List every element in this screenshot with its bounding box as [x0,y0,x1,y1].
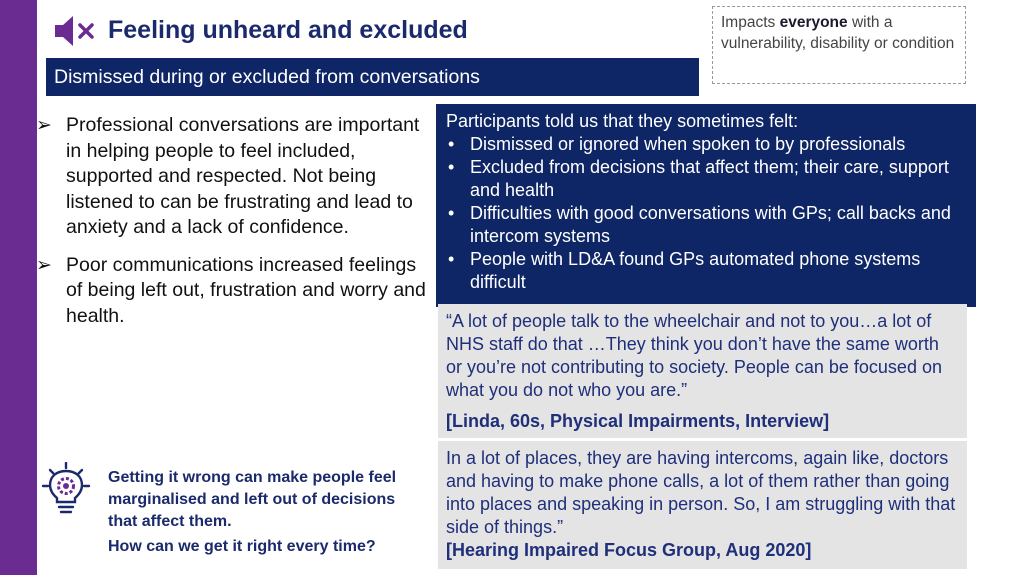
speaker-muted-icon [53,13,97,49]
quote-text: In a lot of places, they are having intercoms, again like, doctors and having to make phone calls, a lot of them rather than going into places and speaking in person. So, I am struggling with that side of things.” [446,448,956,537]
participants-heading: Participants told us that they sometimes felt: [446,111,799,131]
impact-note [712,6,966,84]
quote-box [438,304,967,438]
key-point [36,113,426,241]
key-point [36,253,426,330]
arrow-bullet-icon: ➢ [36,254,52,276]
impact-emphasis: everyone [779,14,848,31]
key-points-list [36,113,426,341]
quote-text: “A lot of people talk to the wheelchair and not to you…a lot of NHS staff do that …They think you don’t have the same worth or you’re not contributing to society. People can be focused on what you do not who you are.” [446,311,942,400]
participants-item: • Dismissed or ignored when spoken to by professionals [446,133,966,156]
callout [108,467,423,558]
participants-item: • People with LD&A found GPs automated phone systems difficult [446,248,966,294]
callout-statement: Getting it wrong can make people feel marginalised and left out of decisions that affect them. [108,469,397,530]
quote-attribution: [Hearing Impaired Focus Group, Aug 2020] [446,540,812,560]
participants-panel [436,104,976,307]
impact-suffix: with a vulnerability, disability or condition [721,14,955,52]
participants-item: • Difficulties with good conversations with GPs; call backs and intercom systems [446,202,966,248]
lightbulb-gear-icon [40,462,92,518]
participants-item: • Excluded from decisions that affect them; their care, support and health [446,156,966,202]
page-title: Feeling unheard and excluded [108,16,468,44]
impact-prefix: Impacts [721,14,780,31]
arrow-bullet-icon: ➢ [36,115,52,136]
side-accent-bar [0,0,37,575]
subtitle-bar: Dismissed during or excluded from conversations [46,58,699,96]
callout-question: How can we get it right every time? [108,538,376,555]
quote-box [438,441,967,569]
key-point-text: Professional conversations are important in helping people to feel included, supported and respected. Not being listened to can be frustrating and lead to anxiety and a lack of confidence. [66,114,420,238]
key-point-text: Poor communications increased feelings of being left out, frustration and worry and health. [66,253,426,327]
participants-list [446,133,966,294]
quote-attribution: [Linda, 60s, Physical Impairments, Interview] [446,411,830,431]
